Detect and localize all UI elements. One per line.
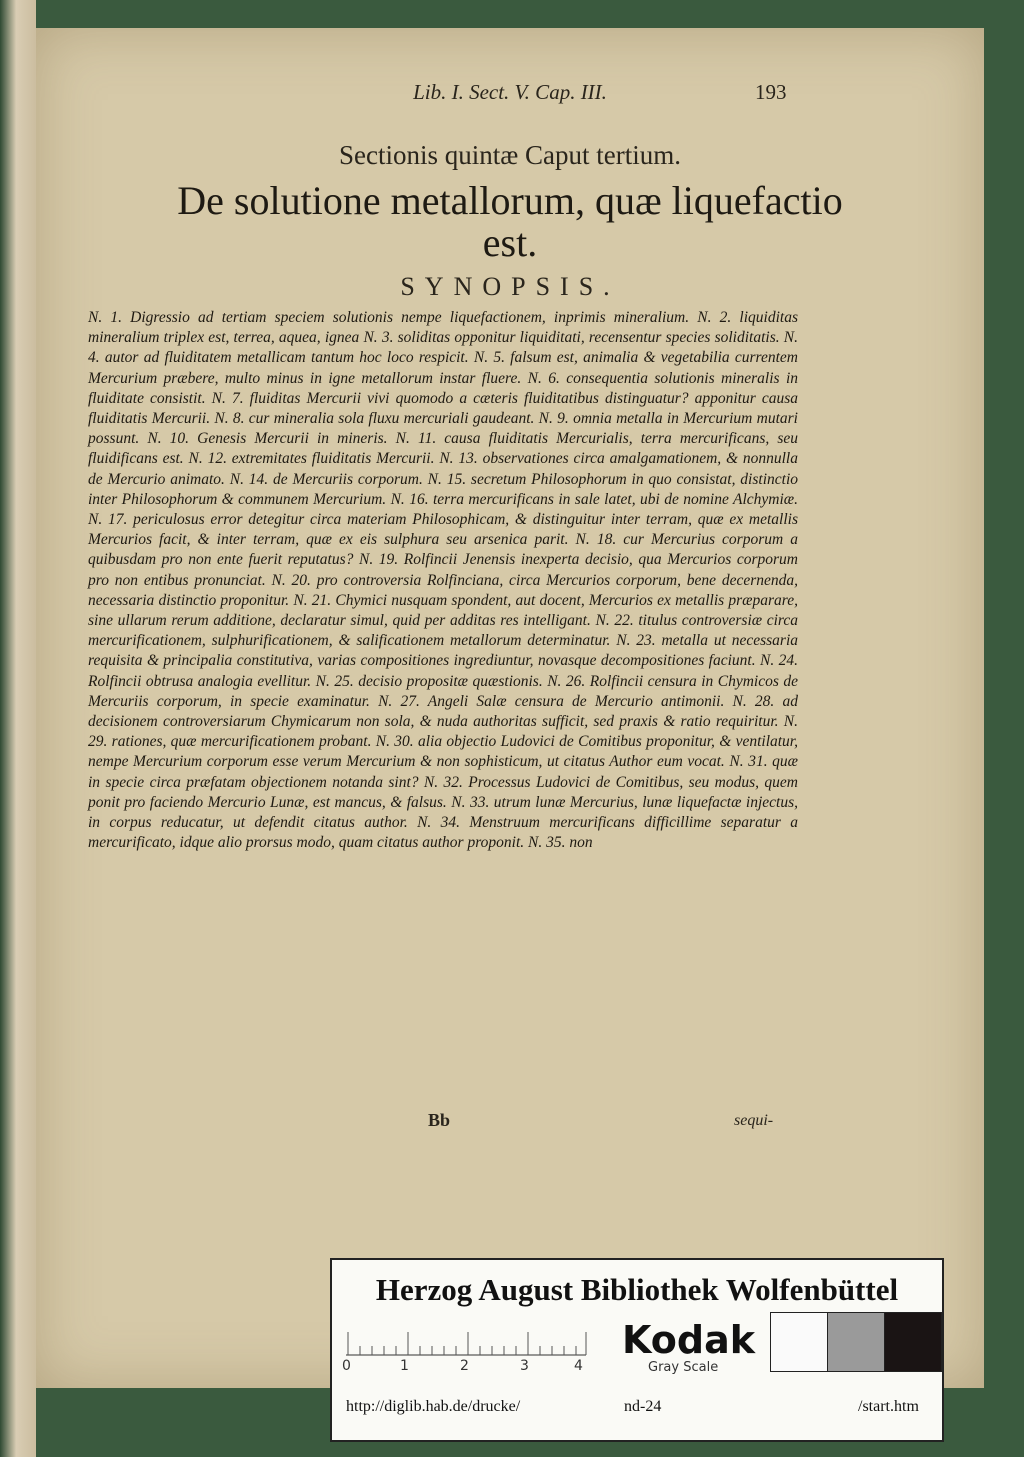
ruler-label: 2 [460,1358,469,1374]
ruler-label: 4 [574,1358,583,1374]
ruler-ticks-graphic [346,1322,606,1356]
left-page-edge [0,0,36,1457]
ruler-label: 3 [520,1358,529,1374]
gray-patch-dark [884,1312,942,1372]
synopsis-heading: SYNOPSIS. [400,272,620,301]
chapter-heading: Sectionis quintæ Caput tertium. [339,140,681,170]
url-middle: nd-24 [624,1398,662,1415]
chapter-title-line2: est. [482,220,538,265]
gray-scale-label: Gray Scale [648,1360,719,1375]
page-number: 193 [755,80,787,104]
signature-mark: Bb [428,1110,451,1130]
kodak-logo: Kodak [622,1318,755,1362]
url-right: /start.htm [858,1398,919,1415]
url-left: http://diglib.hab.de/drucke/ [346,1398,521,1415]
ruler-label: 0 [342,1358,351,1374]
synopsis-text: N. 1. Digressio ad tertiam speciem solutionis nempe liquefactionem, inprimis mineralium. N. 2. liquiditas mineralium triplex est, terrea, aquea, ignea N. 3. soliditas opponitur liquiditati, recensentur species soliditatis. N. 4. autor ad fluiditatem metallicam tantum hoc loco respicit. N. 5. falsum est, animalia & vegetabilia currentem Mercurium præbere, multo minus in igne metallorum instar fluere. N. 6. consequentia solutionis mineralis in fluiditate consistit. N. 7. fluiditas Mercurii vivi quomodo a cæteris fluiditatibus distinguatur? apponitur causa fluiditatis Mercurii. N. 8. cur mineralia sola fluxu mercuriali gaudeant. N. 9. omnia metalla in Mercurium mutari possunt. N. 10. Genesis Mercurii in mineris. N. 11. causa fluiditatis Mercurialis, terra mercurificans, seu fluidificans est. N. 12. extremitates fluiditatis Mercurii. N. 13. observationes circa amalgamationem, & nonnulla de Mercurio animato. N. 14. de Mercuriis corporum. N. 15. secretum Philosophorum in quo consistat, distinctio inter Philosophorum & communem Mercurium. N. 16. terra mercurificans in sale latet, ubi de nomine Alchymiæ. N. 17. periculosus error detegitur circa materiam Philosophicam, & distinguitur inter terram, quæ ex metallis Mercurios facit, & inter terram, quæ ex eis sulphura seu arsenica parit. N. 18. cur Mercurius corporum a quibusdam pro non ente fuerit reputatus? N. 19. Rolfincii Jenensis inexperta decisio, qua Mercurios corporum pro non entibus pronunciat. N. 20. pro controversia Rolfinciana, circa Mercurios corporum, bene decernenda, necessaria distinctio proponitur. N. 21. Chymici nusquam spondent, aut docent, Mercurios ex metallis præparare, sine ullarum rerum additione, declaratur simul, quid per additas res intelligant. N. 22. titulus controversiæ circa mercurificationem, sulphurificationem, & salificationem metallorum determinatur. N. 23. metalla ut necessaria requisita & principalia constitutiva, varias compositiones ingrediuntur, novasque decompositiones faciunt. N. 24. Rolfincii obtrusa analogia evellitur. N. 25. decisio propositæ quæstionis. N. 26. Rolfincii censura in Chymicos de Mercuriis corporum, in specie examinatur. N. 27. Angeli Salæ censura de Mercurio antimonii. N. 28. ad decisionem controversiarum Chymicarum non sola, & nuda authoritas sufficit, sed praxis & ratio requiritur. N. 29. rationes, quæ mercurificationem probant. N. 30. alia objectio Ludovici de Comitibus proponitur, & ventilatur, nempe Mercurium corporum esse verum Mercurium & non sophisticum, ut citatus Author eum vocat. N. 31. quæ in specie circa præfatam objectionem notanda sint? N. 32. Processus Ludovici de Comitibus, seu modus, quem ponit pro faciendo Mercurio Lunæ, est mancus, & falsus. N. 33. utrum lunæ Mercurius, lunæ liquefactæ injectus, in corpus reducatur, ut defendit citatus author. N. 34. Menstruum mercurificans difficillime separatur a mercurificato, idque alio prorsus modo, quam citatus author proponit. N. 35. non [88,309,798,852]
gray-patch-mid [827,1312,885,1372]
ruler-label: 1 [400,1358,409,1374]
library-card [330,1258,944,1442]
running-head: Lib. I. Sect. V. Cap. III. [413,80,607,104]
chapter-title-line1: De solutione metallorum, quæ liquefactio [177,178,843,223]
gray-patch-white [770,1312,828,1372]
library-name: Herzog August Bibliothek Wolfenbüttel [375,1272,899,1307]
page-header [300,80,860,110]
chapter-title [36,180,984,264]
measurement-ruler [346,1322,606,1356]
catchword: sequi- [734,1112,774,1129]
ruler-labels [342,1358,602,1378]
